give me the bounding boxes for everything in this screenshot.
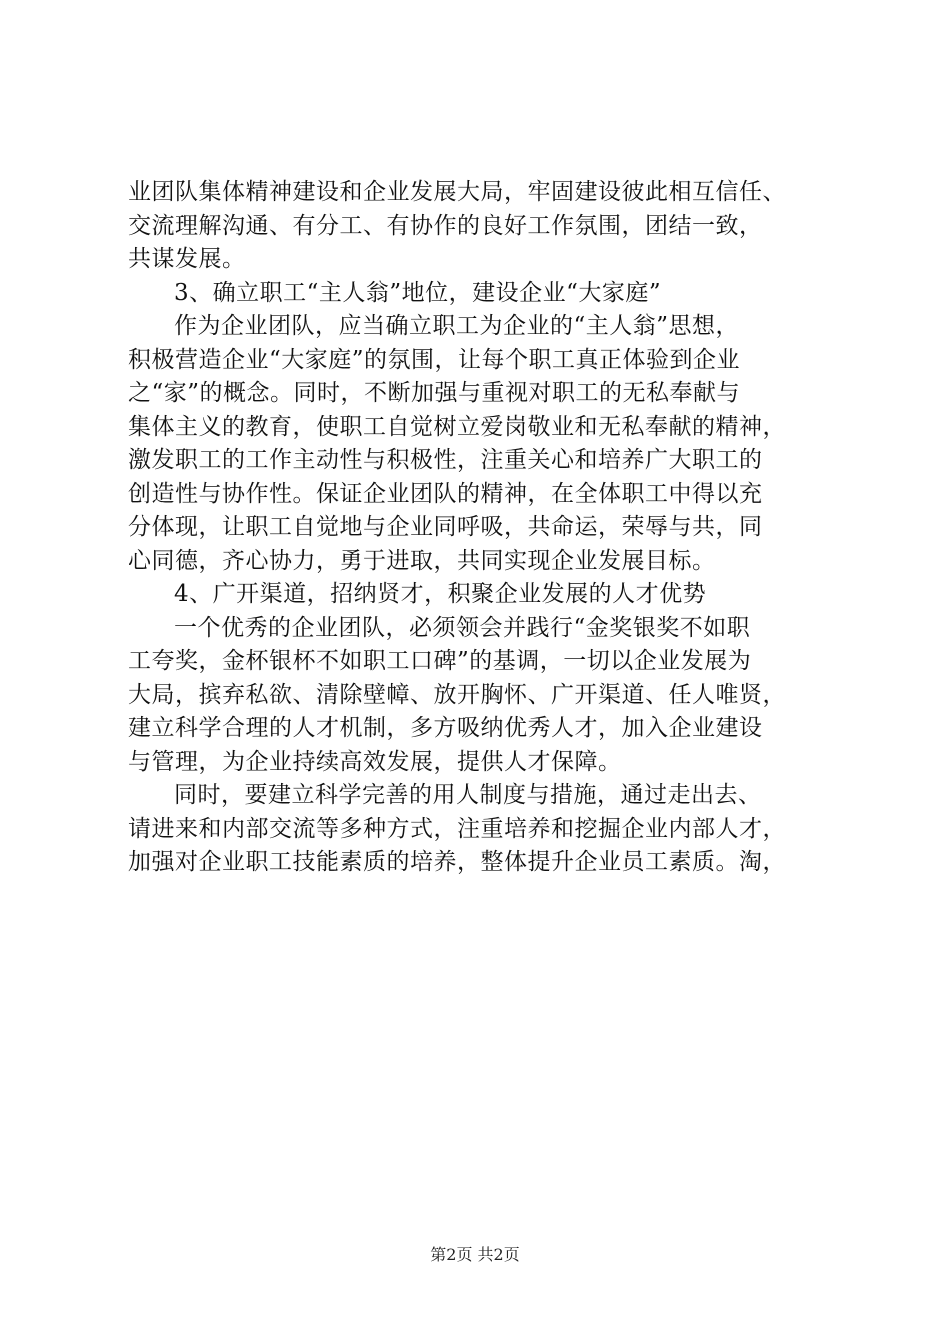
text-line: 交流理解沟通、有分工、有协作的良好工作氛围，团结一致， [128,212,763,239]
section-heading-4: 4、广开渠道，招纳贤才，积聚企业发展的人才优势 [174,581,707,607]
text-line: 与管理，为企业持续高效发展，提供人才保障。 [128,748,622,775]
text-line: 积极营造企业“大家庭”的氛围，让每个职工真正体验到企业 [128,346,741,373]
text-line: 大局，摈弃私欲、清除壁幛、放开胸怀、广开渠道、任人唯贤， [128,681,786,708]
page-footer [0,1245,950,1265]
text-line: 集体主义的教育，使职工自觉树立爱岗敬业和无私奉献的精神， [128,413,786,440]
section-heading-3: 3、确立职工“主人翁”地位，建设企业“大家庭” [174,279,662,306]
text-line: 建立科学合理的人才机制，多方吸纳优秀人才，加入企业建设 [128,715,763,741]
text-line: 加强对企业职工技能素质的培养，整体提升企业员工素质。淘， [128,849,786,875]
text-line: 业团队集体精神建设和企业发展大局，牢固建设彼此相互信任、 [128,179,786,205]
text-line: 请进来和内部交流等多种方式，注重培养和挖掘企业内部人才， [128,815,786,842]
text-line: 共谋发展。 [128,246,246,272]
text-line: 心同德，齐心协力，勇于进取，共同实现企业发展目标。 [128,547,716,574]
text-line: 激发职工的工作主动性与积极性，注重关心和培养广大职工的 [128,447,763,473]
text-line: 同时，要建立科学完善的用人制度与措施，通过走出去、 [174,782,762,808]
text-line: 分体现，让职工自觉地与企业同呼吸，共命运，荣辱与共，同 [128,514,763,540]
text-line: 工夸奖，金杯银杯不如职工口碑”的基调，一切以企业发展为 [128,648,752,674]
text-line: 之“家”的概念。同时，不断加强与重视对职工的无私奉献与 [128,380,741,406]
page-number-label: 第2页 共2页 [430,1245,520,1264]
text-line: 一个优秀的企业团队，必须领会并践行“金奖银奖不如职 [174,614,751,641]
document-body [128,176,824,880]
text-line: 作为企业团队，应当确立职工为企业的“主人翁”思想， [174,313,740,339]
text-line: 创造性与协作性。保证企业团队的精神，在全体职工中得以充 [128,480,763,507]
